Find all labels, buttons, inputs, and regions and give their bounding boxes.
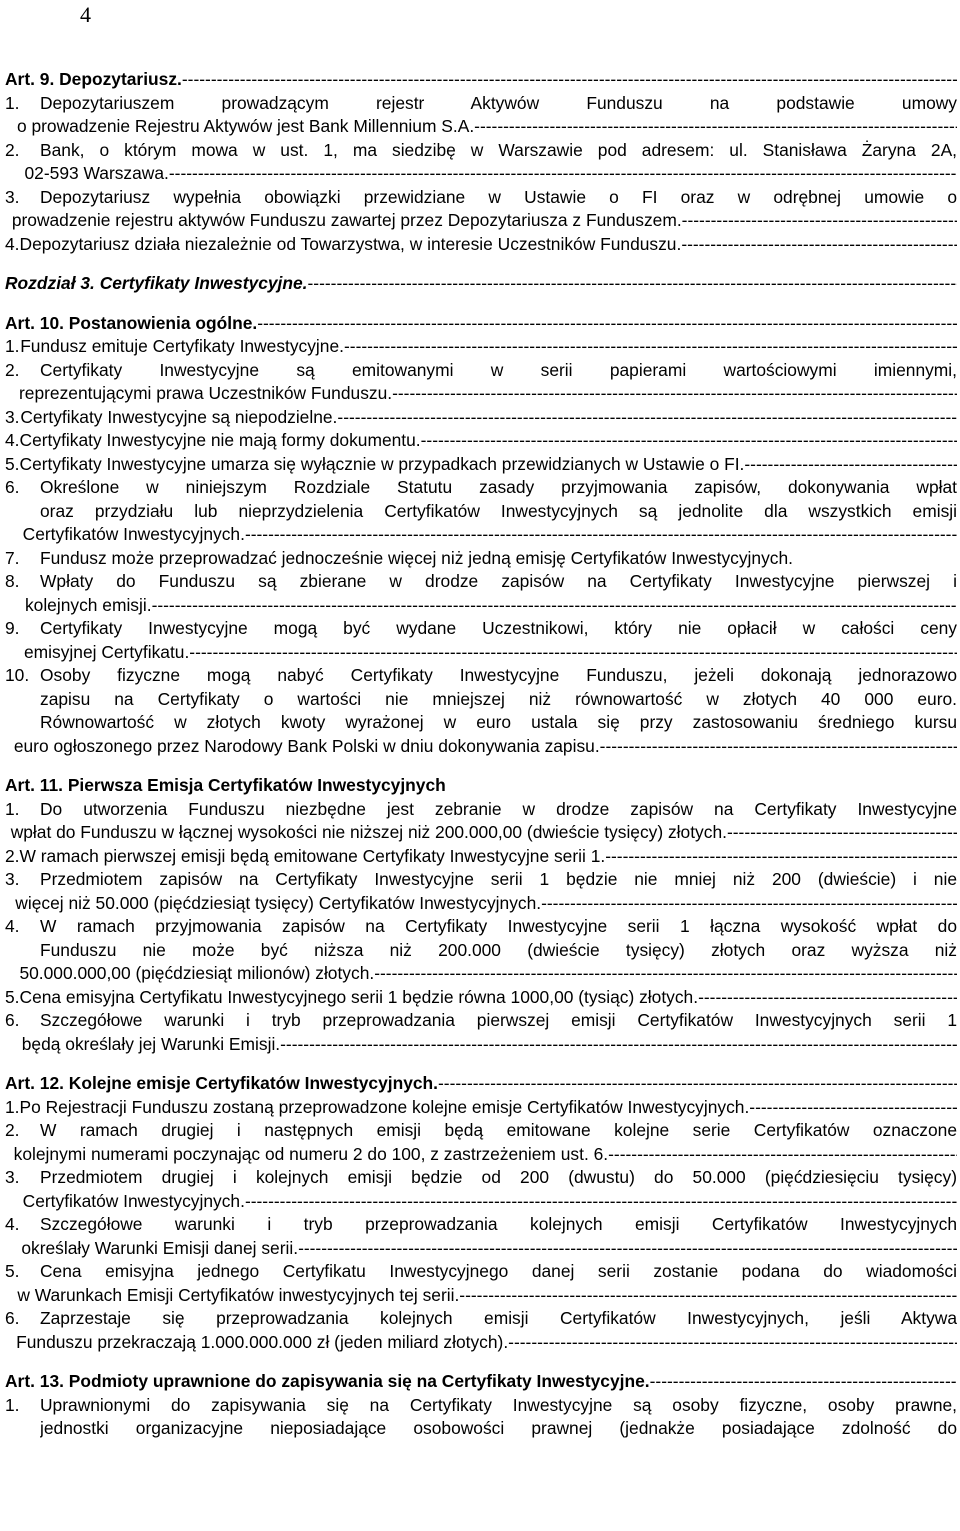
line-text: Do utworzenia Funduszu niezbędne jest zebranie w drodze zapisów na Certyfikaty Inwestycyjne [40,798,957,819]
item-number: 8. [5,571,20,591]
item-number: 3. [5,186,20,207]
item-number: 5. [5,1261,20,1281]
line-text: 02-593 Warszawa. [24,163,169,183]
list-item [5,617,957,664]
dash-filler [298,1237,957,1261]
line-text: o prowadzenie Rejestru Aktywów jest Bank Millennium S.A. [16,116,475,136]
line-text: Certyfikaty Inwestycyjne umarza się wyłącznie w przypadkach przewidzianych w Ustawie o FI. [19,453,745,474]
list-item [5,1394,957,1441]
line-text: Określone w niniejszym Rozdziale Statutu zasady przyjmowania zapisów, dokonywania wpłat [40,477,957,497]
item-line [5,688,957,712]
dash-filler [308,272,957,296]
section-heading [5,272,957,296]
item-line [5,617,957,641]
line-text: Wpłaty do Funduszu są zbierane w drodze zapisów na Certyfikaty Inwestycyjne pierwszej i [40,571,957,591]
document-body [5,68,957,1441]
item-line [5,476,957,500]
section-heading [5,68,957,92]
dash-filler [245,523,957,547]
dash-filler [421,429,957,453]
line-text: Certyfikatów Inwestycyjnych. [22,1190,245,1211]
dash-filler [459,1284,957,1308]
line-text: Art. 10. Postanowienia ogólne. [5,312,258,333]
line-text: W ramach pierwszej emisji będą emitowane Certyfikaty Inwestycyjne serii 1. [19,845,606,866]
item-line [5,1096,957,1120]
list-item [5,798,957,845]
section-heading [5,1072,957,1096]
item-number: 9. [5,618,20,638]
section-heading [5,1370,957,1394]
line-text: emisyjnej Certyfikatu. [24,641,190,662]
line-text: jednostki organizacyjne nieposiadające osobowości prawnej (jednakże posiadające zdolność do [40,1418,957,1438]
item-line [5,1213,957,1237]
dash-filler [727,821,957,845]
item-line [5,1260,957,1284]
item-line [5,1009,957,1033]
line-text: wpłat do Funduszu w łącznej wysokości nie niższej niż 200.000,00 (dwieście tysięcy) złotych. [10,822,727,842]
list-item [5,915,957,986]
list-item [5,1213,957,1260]
line-text: Art. 12. Kolejne emisje Certyfikatów Inwestycyjnych. [5,1073,438,1093]
list-item [5,406,957,430]
item-number: 5. [5,986,20,1007]
dash-filler [474,115,957,139]
item-number: 6. [5,1010,20,1030]
line-text: więcej niż 50.000 (pięćdziesiąt tysięcy) Certyfikatów Inwestycyjnych. [15,892,542,913]
dash-filler [508,1331,957,1355]
section-spacer [5,1354,957,1370]
line-text: Fundusz emituje Certyfikaty Inwestycyjne. [20,336,344,356]
item-line [5,209,957,233]
item-line [5,359,957,383]
line-text: Depozytariuszem prowadzącym rejestr Aktywów Funduszu na podstawie umowy [40,92,957,113]
line-text: Certyfikatów Inwestycyjnych. [22,524,245,544]
dash-filler [245,1190,957,1214]
item-number: 2. [5,1120,20,1140]
item-number: 4. [5,916,20,936]
dash-filler [189,641,957,665]
line-text: Szczegółowe warunki i tryb przeprowadzania kolejnych emisji Certyfikatów Inwestycyjnych [40,1214,957,1234]
item-number: 6. [5,1308,20,1328]
item-number: 10. [5,665,30,685]
item-number: 2. [5,139,20,160]
item-number: 7. [5,547,20,568]
item-line [5,429,957,453]
item-number: 4. [5,233,20,254]
item-line [5,1190,957,1214]
list-item [5,476,957,547]
line-text: Przedmiotem zapisów na Certyfikaty Inwestycyjne serii 1 będzie nie mniej niż 200 (dwieście) i nie [40,869,957,889]
item-line [5,1237,957,1261]
line-text: kolejnych emisji. [24,594,152,615]
item-line [5,335,957,359]
dash-filler [337,406,957,430]
item-line [5,139,957,163]
item-line [5,1331,957,1355]
item-number: 4. [5,1214,20,1234]
item-line [5,986,957,1010]
item-number: 3. [5,869,20,889]
line-text: będą określały jej Warunki Emisji. [21,1033,281,1054]
line-text: Przedmiotem drugiej i kolejnych emisji będzie od 200 (dwustu) do 50.000 (pięćdziesięciu tysięcy) [40,1167,957,1187]
dash-filler [681,233,957,257]
line-text: Art. 11. Pierwsza Emisja Certyfikatów Inwestycyjnych [5,775,446,795]
line-text: Szczegółowe warunki i tryb przeprowadzania pierwszej emisji Certyfikatów Inwestycyjnych serii 1 [40,1010,957,1030]
list-item [5,547,957,571]
item-line [5,939,957,963]
item-line [5,641,957,665]
list-item [5,359,957,406]
dash-filler [344,335,957,359]
list-item [5,429,957,453]
item-line [5,382,957,406]
dash-filler [257,312,957,336]
line-text: oraz przydziału lub nieprzydzielenia Certyfikatów Inwestycyjnych są jednolite dla wszystkich emisji [40,500,957,521]
page-number: 4 [80,2,91,27]
item-line [5,735,957,759]
item-number: 6. [5,477,20,497]
item-number: 3. [5,406,20,427]
list-item [5,92,957,139]
item-line [5,1307,957,1331]
list-item [5,233,957,257]
item-line [5,233,957,257]
item-number: 5. [5,453,20,474]
line-text: Funduszu nie może być niższa niż 200.000 (dwieście tysięcy) złotych oraz wyższa niż [40,939,957,960]
dash-filler [182,68,957,92]
item-number: 1. [5,1394,20,1415]
dash-filler [280,1033,957,1057]
item-line [5,500,957,524]
list-item [5,1119,957,1166]
line-text: prowadzenie rejestru aktywów Funduszu zawartej przez Depozytariusza z Funduszem. [11,210,682,230]
dash-filler [152,594,957,618]
item-line [5,915,957,939]
item-line [5,115,957,139]
item-line [5,92,957,116]
line-text: reprezentującymi prawa Uczestników Funduszu. [19,383,393,403]
list-item [5,139,957,186]
item-line [5,453,957,477]
item-line [5,798,957,822]
dash-filler [438,1072,957,1096]
item-line [5,868,957,892]
line-text: Certyfikaty Inwestycyjne nie mają formy dokumentu. [19,430,421,450]
item-line [5,594,957,618]
item-number: 1. [5,92,20,113]
item-line [5,162,957,186]
line-text: Depozytariusz działa niezależnie od Towarzystwa, w interesie Uczestników Funduszu. [19,233,682,254]
line-text: Uprawnionymi do zapisywania się na Certyfikaty Inwestycyjne są osoby fizyczne, osoby prawne, [40,1394,957,1415]
list-item [5,1009,957,1056]
item-line [5,547,957,571]
line-text: Certyfikaty Inwestycyjne są niepodzielne. [20,406,338,427]
item-line [5,892,957,916]
section-spacer [5,256,957,272]
list-item [5,1260,957,1307]
dash-filler [650,1370,957,1394]
item-number: 4. [5,430,20,450]
section-spacer [5,296,957,312]
item-line [5,1166,957,1190]
item-line [5,570,957,594]
list-item [5,186,957,233]
item-number: 1. [5,336,20,356]
list-item [5,1307,957,1354]
item-line [5,186,957,210]
item-line [5,711,957,735]
item-line [5,1143,957,1167]
dash-filler [749,1096,957,1120]
line-text: W ramach przyjmowania zapisów na Certyfikaty Inwestycyjne serii 1 łączna wysokość wpłat do [40,916,957,936]
dash-filler [392,382,957,406]
section-spacer [5,758,957,774]
line-text: Cena emisyjna jednego Certyfikatu Inwestycyjnego danej serii zostanie podana do wiadomości [40,1261,957,1281]
section-heading [5,774,957,798]
item-line [5,821,957,845]
list-item [5,986,957,1010]
list-item [5,1166,957,1213]
dash-filler [605,845,957,869]
line-text: kolejnymi numerami poczynając od numeru 2 do 100, z zastrzeżeniem ust. 6. [13,1143,609,1164]
line-text: W ramach drugiej i następnych emisji będą emitowane kolejne serie Certyfikatów oznaczone [40,1120,957,1140]
item-line [5,406,957,430]
list-item [5,868,957,915]
item-line [5,1119,957,1143]
line-text: zapisu na Certyfikaty o wartości nie mniejszej niż równowartość w złotych 40 000 euro. [40,688,957,709]
list-item [5,1096,957,1120]
item-line [5,845,957,869]
item-line [5,1033,957,1057]
list-item [5,335,957,359]
item-line [5,1284,957,1308]
line-text: Art. 9. Depozytariusz. [5,69,182,89]
item-line [5,1394,957,1418]
dash-filler [698,986,957,1010]
dash-filler [744,453,957,477]
line-text: Art. 13. Podmioty uprawnione do zapisywania się na Certyfikaty Inwestycyjne. [5,1371,650,1391]
item-number: 1. [5,798,20,819]
line-text: Po Rejestracji Funduszu zostaną przeprowadzone kolejne emisje Certyfikatów Inwestycyjnych. [19,1096,750,1117]
item-line [5,664,957,688]
list-item [5,453,957,477]
dash-filler [600,735,957,759]
line-text: Bank, o którym mowa w ust. 1, ma siedzibę w Warszawie pod adresem: ul. Stanisława Żaryna 2A, [40,139,957,160]
line-text: 50.000.000,00 (pięćdziesiąt milionów) złotych. [19,963,375,983]
list-item [5,570,957,617]
list-item [5,845,957,869]
line-text: Cena emisyjna Certyfikatu Inwestycyjnego serii 1 będzie równa 1000,00 (tysiąc) złotych. [19,986,699,1007]
line-text: Funduszu przekraczają 1.000.000.000 zł (jeden miliard złotych). [16,1331,509,1352]
item-number: 1. [5,1096,20,1117]
line-text: euro ogłoszonego przez Narodowy Bank Polski w dniu dokonywania zapisu. [13,735,600,756]
line-text: w Warunkach Emisji Certyfikatów inwestycyjnych tej serii. [17,1284,460,1305]
line-text: Osoby fizyczne mogą nabyć Certyfikaty Inwestycyjne Funduszu, jeżeli dokonają jednorazowo [40,665,957,685]
line-text: Zaprzestaje się przeprowadzania kolejnych emisji Certyfikatów Inwestycyjnych, jeśli Aktywa [40,1308,957,1328]
item-line [5,1417,957,1441]
line-text: Certyfikaty Inwestycyjne są emitowanymi w serii papierami wartościowymi imiennymi, [40,359,957,380]
section-heading [5,312,957,336]
item-number: 3. [5,1167,20,1187]
list-item [5,664,957,758]
dash-filler [169,162,957,186]
dash-filler [374,962,957,986]
item-line [5,962,957,986]
line-text: Depozytariusz wypełnia obowiązki przewidziane w Ustawie o FI oraz w odrębnej umowie o [40,186,957,207]
line-text: Certyfikaty Inwestycyjne mogą być wydane Uczestnikowi, który nie opłacił w całości ceny [40,618,957,638]
section-spacer [5,1056,957,1072]
line-text: Równowartość w złotych kwoty wyrażonej w euro ustala się przy zastosowaniu średniego kursu [40,712,957,732]
dash-filler [682,209,957,233]
item-number: 2. [5,359,20,380]
dash-filler [608,1143,957,1167]
item-number: 2. [5,845,20,866]
line-text: Fundusz może przeprowadzać jednocześnie więcej niż jedną emisję Certyfikatów Inwestycyjnych. [40,547,793,568]
dash-filler [541,892,957,916]
line-text: Rozdział 3. Certyfikaty Inwestycyjne. [5,273,308,293]
item-line [5,523,957,547]
line-text: określały Warunki Emisji danej serii. [21,1237,299,1258]
